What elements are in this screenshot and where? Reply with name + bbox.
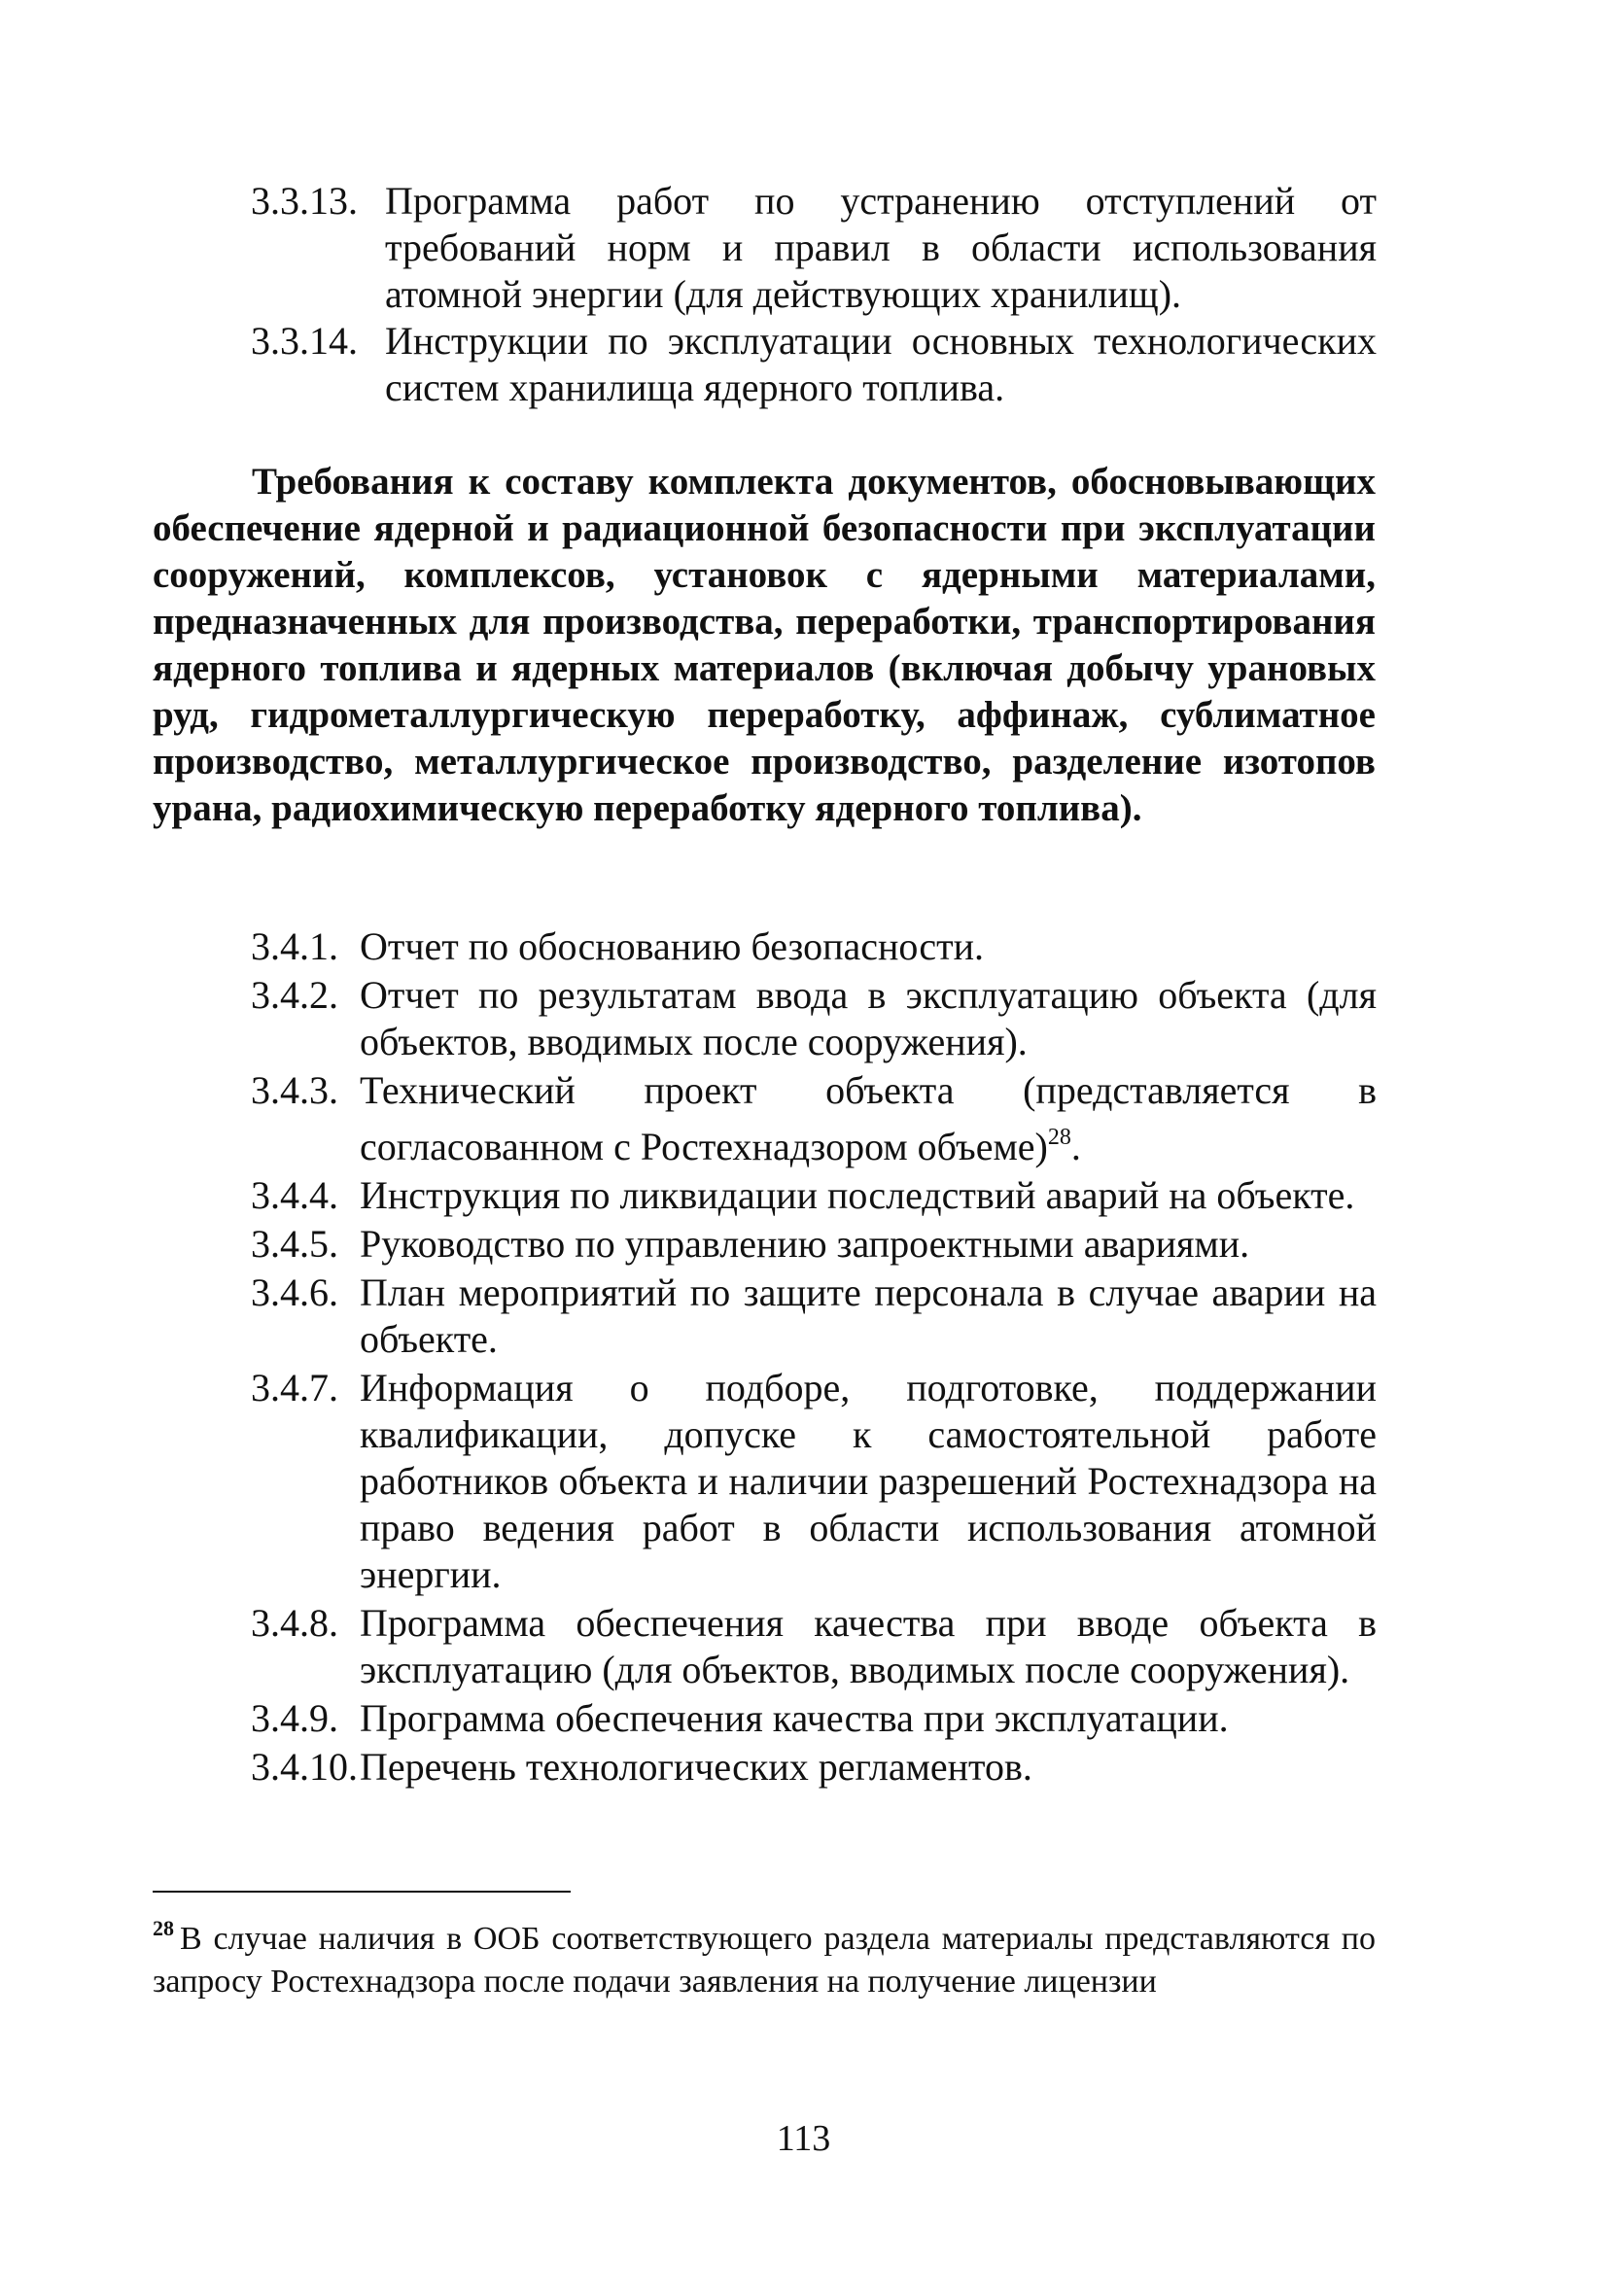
- item-number: 3.4.7.: [251, 1366, 338, 1409]
- item-text: Перечень технологических регламентов.: [360, 1745, 1032, 1789]
- list-item: [251, 1172, 1377, 1219]
- item-number: 3.4.6.: [251, 1270, 338, 1314]
- list-item: [251, 1270, 1377, 1363]
- item-number: 3.4.8.: [251, 1601, 338, 1645]
- list-item: [251, 1695, 1377, 1742]
- footnote-mark: 28: [153, 1916, 174, 1940]
- footnote-reference[interactable]: 28: [1047, 1125, 1071, 1150]
- item-text: Отчет по результатам ввода в эксплуатацию объекта (для объектов, вводимых после сооружения).: [360, 973, 1377, 1063]
- item-number: 3.4.9.: [251, 1696, 338, 1740]
- requirements-list-3-4: [251, 923, 1377, 1792]
- list-item: [251, 1365, 1377, 1598]
- item-text-suffix: .: [1070, 1125, 1081, 1168]
- item-text: Программа обеспечения качества при эксплуатации.: [360, 1696, 1229, 1740]
- list-item: [251, 972, 1377, 1065]
- footnote-text: В случае наличия в ООБ соответствующего раздела материалы представляются по запросу Ростехнадзора после подачи заявления на получение лицензии: [153, 1921, 1376, 2000]
- item-number: 3.4.10.: [251, 1745, 358, 1789]
- item-number: 3.3.13.: [251, 179, 358, 223]
- item-number: 3.4.2.: [251, 973, 338, 1017]
- item-text: Отчет по обоснованию безопасности.: [360, 924, 985, 968]
- list-item: [251, 1067, 1377, 1170]
- list-item: [251, 318, 1377, 411]
- item-text: Инструкция по ликвидации последствий аварий на объекте.: [360, 1173, 1355, 1217]
- list-item: [251, 178, 1377, 318]
- page-number: 113: [776, 2118, 831, 2159]
- item-text: Программа обеспечения качества при вводе объекта в эксплуатацию (для объектов, вводимых после сооружения).: [360, 1601, 1377, 1691]
- item-number: 3.4.1.: [251, 924, 338, 968]
- item-text-with-footnote: [360, 1067, 1377, 1170]
- item-text: Программа работ по устранению отступлений от требований норм и правил в области использования атомной энергии (для действующих хранилищ).: [385, 179, 1377, 316]
- item-number: 3.4.5.: [251, 1222, 338, 1266]
- list-item: [251, 923, 1377, 970]
- item-number: 3.3.14.: [251, 319, 358, 363]
- list-item: [251, 1744, 1377, 1791]
- item-number: 3.4.4.: [251, 1173, 338, 1217]
- list-item: [251, 1600, 1377, 1693]
- item-text: Технический проект объекта (представляется в согласованном с Ростехнадзором объеме): [360, 1068, 1377, 1168]
- item-text: Инструкции по эксплуатации основных технологических систем хранилища ядерного топлива.: [385, 319, 1377, 409]
- footnote-divider: [153, 1891, 571, 1893]
- requirements-list-3-3: [251, 178, 1377, 411]
- item-text: План мероприятий по защите персонала в случае аварии на объекте.: [360, 1270, 1377, 1361]
- section-heading: Требования к составу комплекта документов, обосновывающих обеспечение ядерной и радиационной безопасности при эксплуатации сооружений, комплексов, установок с ядерными материалами, предназначенных для производства, переработки, транспортирования ядерного топлива и ядерных материалов (включая добычу урановых руд, гидрометаллургическую переработку, аффинаж, сублиматное производство, металлургическое производство, разделение изотопов урана, радиохимическую переработку ядерного топлива).: [153, 461, 1376, 829]
- item-text: Руководство по управлению запроектными авариями.: [360, 1222, 1250, 1266]
- item-number: 3.4.3.: [251, 1068, 338, 1112]
- list-item: [251, 1221, 1377, 1268]
- item-text: Информация о подборе, подготовке, поддержании квалификации, допуске к самостоятельной работе работников объекта и наличии разрешений Ростехнадзора на право ведения работ в области использования атомной энергии.: [360, 1366, 1377, 1596]
- footnote: [153, 1907, 1376, 2003]
